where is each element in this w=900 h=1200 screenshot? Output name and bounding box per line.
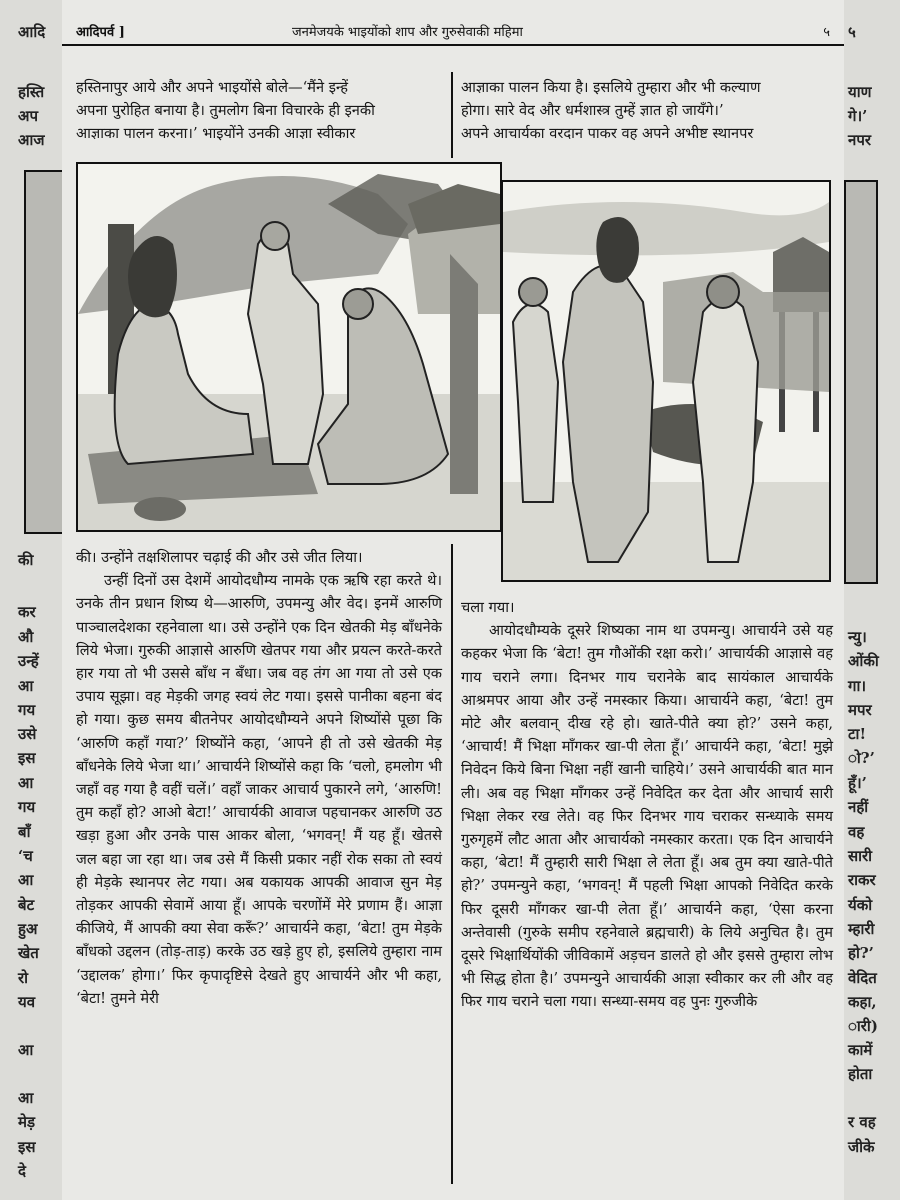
- bleed-right-fragment: र्यको: [848, 896, 873, 914]
- bleed-left-fragment: आ: [18, 1089, 34, 1107]
- text-line: हस्तिनापुर आये और अपने भाइयोंसे बोले—‘मैंने इन्हें: [76, 79, 348, 96]
- header-title: जनमेजयके भाइयोंको शाप और गुरुसेवाकी महिमा: [292, 25, 523, 40]
- bleed-right-fragment: वेदित: [848, 969, 877, 987]
- bleed-right-fragment: याण: [848, 83, 872, 101]
- bleed-left-fragment: इस: [18, 749, 36, 767]
- bleed-right-fragment: गा।: [848, 677, 867, 695]
- bleed-left-fragment: की: [18, 551, 34, 569]
- paragraph-aruni: उन्हीं दिनों उस देशमें आयोदधौम्य नामके एक ऋषि रहा करते थे। उनके तीन प्रधान शिष्य थे—आरुणि, उपमन्यु और वेद। इनमें आरुणि पाञ्चालदेशका रहनेवाला था। उसे उन्होंने एक दिन खेतकी मेड़ बाँधनेके लिये भेजा। गुरुकी आज्ञासे आरुणि खेतपर गया और प्रयत्न करते-करते हार गया तो भी उससे बाँध न बँधा। जब वह तंग आ गया तो उसे एक उपाय सूझा। वह मेड़की जगह स्वयं लेट गया। इससे पानीका बहना बंद हो गया। कुछ समय बीतनेपर आयोदधौम्यने अपने शिष्योंसे पूछा कि ‘आरुणि कहाँ गया?’ शिष्योंने कहा, ‘आपने ही तो उसे खेतकी मेड़ बाँधनेके लिये भेजा था।’ आचार्यने शिष्योंसे कहा कि ‘चलो, हमलोग भी जहाँ वह गया है वहीं चलें।’ वहाँ जाकर आचार्य पुकारने लगे, ‘आरुणि! तुम कहाँ हो? आओ बेटा!’ आचार्यकी आवाज पहचानकर आरुणि उठ खड़ा हुआ और उनके पास आकर बोला, ‘भगवन्! मैं यह हूँ। खेतसे जल बहा जा रहा था। जब उसे मैं किसी प्रकार नहीं रोक सका तो स्वयं ही मेड़के स्थानपर लेट गया। अब यकायक आपकी आवाज सुन मेड़ तोड़कर आपकी सेवामें आया हूँ। आपके चरणोंमें मेरे प्रणाम हैं। आज्ञा कीजिये, मैं आपकी क्या सेवा करूँ?’ आचार्यने कहा, ‘बेटा! तुम मेड़के बाँधको उद्दलन (तोड़-ताड़) करके उठ खड़े हुए हो, इसलिये तुम्हारा नाम ‘उद्दालक’ होगा।’ फिर कृपादृष्टिसे देखते हुए आचार्यने और भी कहा, ‘बेटा! तुमने मेरी: [76, 572, 442, 1007]
- bleed-left-fragment: आ: [18, 677, 34, 695]
- text-line: अपने आचार्यका वरदान पाकर वह अपने अभीष्ट स्थानपर: [461, 125, 754, 143]
- column-rule: [451, 72, 453, 158]
- bleed-right-fragment: कामें: [848, 1041, 873, 1059]
- bleed-left-fragment: गय: [18, 701, 36, 719]
- bleed-left-fragment: ‘च: [18, 847, 33, 865]
- bleed-right-fragment: वह: [848, 823, 865, 841]
- adjacent-page-right: [844, 0, 900, 1200]
- text-line: की। उन्होंने तक्षशिलापर चढ़ाई की और उसे जीत लिया।: [76, 549, 363, 566]
- bleed-right-fragment: मपर: [848, 701, 872, 719]
- bleed-right-fragment: र वह: [848, 1113, 876, 1131]
- right-column-text: [461, 596, 833, 1014]
- bleed-right-fragment: नपर: [848, 131, 871, 149]
- column-rule: [451, 544, 453, 1184]
- sage-scene-drawing: [78, 164, 500, 530]
- aruni-scene-drawing: [503, 182, 829, 580]
- bleed-left-fragment: अप: [18, 107, 38, 125]
- text-line: चला गया।: [461, 599, 515, 616]
- bleed-right-fragment: म्हारी: [848, 920, 875, 938]
- top-right-text: [461, 76, 833, 146]
- bleed-left-fragment: इस: [18, 1138, 36, 1156]
- paragraph-upamanyu: आयोदधौम्यके दूसरे शिष्यका नाम था उपमन्यु। आचार्यने उसे यह कहकर भेजा कि ‘बेटा! तुम गौओंकी रक्षा करो।’ आचार्यकी आज्ञासे वह गाय चराने लगा। दिनभर गाय चरानेके बाद सायंकाल आचार्यके आश्रमपर आया और उन्हें नमस्कार किया। आचार्यने कहा, ‘बेटा! तुम मोटे और बलवान् दीख रहे हो। खाते-पीते क्या हो?’ उसने कहा, ‘आचार्य! मैं भिक्षा माँगकर खा-पी लेता हूँ।’ आचार्यने कहा, ‘बेटा! मुझे निवेदन किये बिना भिक्षा नहीं खानी चाहिये।’ उसने आचार्यकी बात मान ली। अब वह भिक्षा माँगकर उन्हें निवेदित कर देता और आचार्य सारी भिक्षा लेकर रख लेते। वह फिर दिनभर गाय चराकर सन्ध्याके समय गुरुगृहमें लौट आता और आचार्यको नमस्कार करता। एक दिन आचार्यने कहा, ‘बेटा! मैं तुम्हारी सारी भिक्षा ले लेता हूँ। अब तुम क्या खाते-पीते हो?’ उपमन्युने कहा, ‘भगवन्! मैं पहली भिक्षा आपको निवेदित करके फिर दूसरी माँगकर खा-पी लेता हूँ।’ आचार्यने कहा, ‘ऐसा करना अन्तेवासी (गुरुके समीप रहनेवाले ब्रह्मचारी) के लिये अनुचित है। तुम दूसरे भिक्षार्थियोंकी जीविकामें अड़चन डालते हो और इससे तुम्हारा लोभ भी सिद्ध होता है।’ उपमन्युने आचार्यकी आज्ञा स्वीकार कर ली और वह फिर गाय चराने चला गया। सन्ध्या-समय वह पुनः गुरुजीके: [461, 622, 833, 1011]
- page-number: ५: [823, 25, 830, 40]
- bleed-left-fragment: उसे: [18, 725, 37, 743]
- bleed-left-fragment: मेड़: [18, 1113, 35, 1131]
- bleed-right-fragment: होता: [848, 1065, 873, 1083]
- bleed-right-fragment: जीके: [848, 1138, 875, 1156]
- bleed-left-fragment: आ: [18, 871, 34, 889]
- text-line: आज्ञाका पालन किया है। इसलिये तुम्हारा और भी कल्याण: [461, 79, 761, 96]
- bleed-left-fragment: हुअ: [18, 920, 38, 938]
- bleed-left-fragment: आदि: [18, 23, 46, 41]
- bleed-left-fragment: खेत: [18, 944, 39, 962]
- bleed-right-fragment: ारी): [848, 1017, 878, 1035]
- bleed-left-fragment: आ: [18, 1041, 34, 1059]
- bleed-right-fragment: सारी: [848, 847, 873, 865]
- bleed-right-fragment: राकर: [848, 871, 876, 889]
- bleed-left-fragment: बाँ: [18, 823, 31, 841]
- text-line: अपना पुरोहित बनाया है। तुमलोग बिना विचारके ही इनकी: [76, 102, 375, 120]
- bleed-left-fragment: उन्हें: [18, 652, 39, 670]
- illustration-sage-and-disciples: [76, 162, 502, 532]
- bleed-left-fragment: आ: [18, 774, 34, 792]
- text-line: आज्ञाका पालन करना।’ भाइयोंने उनकी आज्ञा स्वीकार: [76, 125, 356, 143]
- bleed-left-fragment: यव: [18, 993, 36, 1011]
- bleed-right-fragment: ५: [848, 23, 856, 41]
- bleed-right-fragment: टा!: [848, 725, 867, 743]
- bleed-left-fragment: हस्ति: [18, 83, 45, 101]
- bleed-left-fragment: औ: [18, 628, 34, 646]
- bleed-left-fragment: गय: [18, 798, 36, 816]
- adjacent-illustration: [24, 170, 62, 534]
- bleed-left-fragment: कर: [18, 603, 36, 621]
- bleed-right-fragment: नहीं: [848, 798, 869, 816]
- bleed-right-fragment: कहा,: [848, 993, 877, 1011]
- bleed-right-fragment: न्यु।: [848, 628, 867, 646]
- bleed-left-fragment: आज: [18, 131, 45, 149]
- bleed-right-fragment: ो?’: [848, 749, 875, 767]
- bleed-right-fragment: ओंकी: [848, 652, 879, 670]
- bleed-right-fragment: हो?’: [848, 944, 874, 962]
- text-line: होगा। सारे वेद और धर्मशास्त्र तुम्हें ज्ञात हो जायँगे।’: [461, 102, 724, 120]
- bleed-right-fragment: गे।’: [848, 107, 868, 125]
- bleed-left-fragment: दे: [18, 1162, 26, 1180]
- header-section: आदिपर्व ]: [76, 25, 125, 40]
- left-column-text: [76, 546, 442, 1010]
- adjacent-page-left: [0, 0, 62, 1200]
- bleed-left-fragment: रो: [18, 969, 29, 987]
- bleed-left-fragment: बेट: [18, 896, 35, 914]
- adjacent-illustration: [844, 180, 878, 584]
- illustration-teacher-and-aruni: [501, 180, 831, 582]
- running-header: [62, 18, 844, 46]
- bleed-right-fragment: हूँ।’: [848, 774, 867, 792]
- top-left-text: [76, 76, 442, 146]
